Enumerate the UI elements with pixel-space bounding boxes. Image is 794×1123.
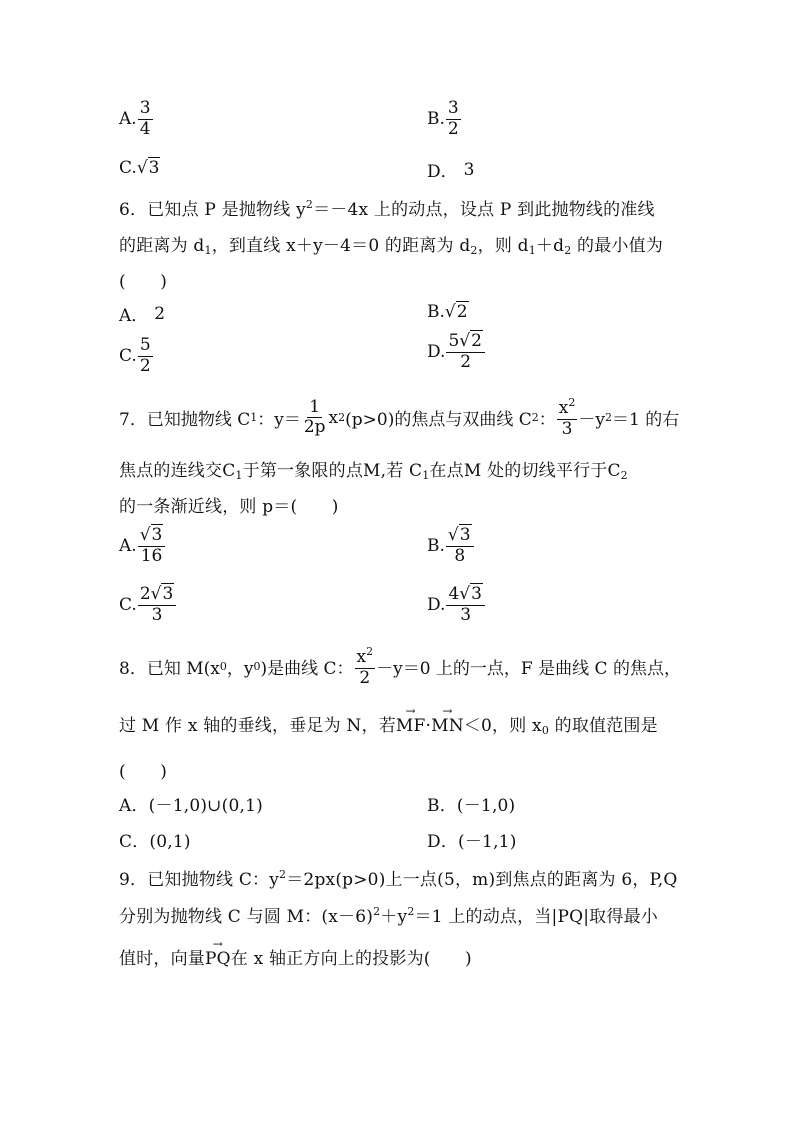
q6-line-2: 的距离为 $d_1$，到直线 x＋y－4＝0 的距离为 $d_2$，则 $d_1+d_2$ 的最小值为 [119,236,664,257]
q8-line-1: 8．已知 M(x 0 ，y 0 )是曲线 C： $\frac{x^2}{2}$ －y＝0 上的一点，F 是曲线 C 的焦点， [119,645,681,688]
option-value: 2 [154,303,166,324]
q5-option-b[interactable] [427,100,462,139]
q7-line-3: 的一条渐近线，则 p＝( ) [119,497,339,517]
q8-line-2: 过 M 作 x 轴的垂线，垂足为 N，若→ MF·→ MN＜0，则 $x_0$ 的取值范围是 [119,711,658,737]
option-label: D． [427,162,458,182]
option-label: B. [427,301,445,322]
q6-option-b[interactable]: B. √ 2 [427,301,468,322]
vector-pq: → PQ [205,949,231,969]
q7-option-a[interactable] [119,527,166,566]
option-label: D. [427,342,446,363]
fraction: $\frac{4√3}{3}$ [446,586,485,625]
q5-option-a[interactable] [119,100,154,139]
q7-option-c[interactable] [119,586,177,625]
q8-answer-blank: ( ) [119,762,168,782]
q7-option-b[interactable] [427,527,475,566]
fraction: $\frac{2√3}{3}$ [138,586,177,625]
q5-option-c[interactable]: C. √ 3 [119,157,160,178]
sqrt-icon: √ [136,157,148,178]
q6-answer-blank: ( ) [119,272,168,292]
q8-option-d[interactable]: D．(－1,1) [427,832,517,852]
q8-option-c[interactable]: C．(0,1) [119,832,191,852]
sqrt-icon: √ [150,584,162,604]
sqrt-icon: √ [444,301,456,322]
fraction: $\frac{3}{2}$ [447,98,459,139]
fraction: $\frac{√3}{8}$ [446,527,474,566]
option-label: D. [427,595,446,616]
sqrt-icon: √ [139,525,151,545]
sqrt-icon: √ [459,584,471,604]
option-value: 3 [463,159,475,180]
sqrt-icon: √ [459,331,471,351]
fraction: $\frac{x^2}{3}$ [558,396,576,439]
q9-line-3: 值时，向量→ PQ在 x 轴正方向上的投影为( ) [119,944,472,969]
q7-line-1: 7．已知抛物线 C 1 ：y＝ $\frac{1}{2p}$ x 2 (p>0)的焦点与双曲线 C 2 ： $\frac{x^2}{3}$ －y 2 ＝1 的右 [119,396,680,439]
option-label: A． [119,306,149,326]
q8-option-a[interactable]: A．(－1,0)∪(0,1) [119,796,263,816]
option-label: C. [119,157,137,178]
fraction: $\frac{x^2}{2}$ [356,645,374,688]
q9-line-2: 分别为抛物线 C 与圆 M：$(x-6)^2+y^2=1$ 上的动点，当|PQ|取得最小 [119,905,658,927]
q6-option-c[interactable] [119,337,154,376]
option-label: C. [119,595,137,616]
option-label: B. [427,109,445,130]
q5-option-d[interactable] [427,157,474,182]
sqrt-icon: √ [447,525,459,545]
vector-mn: → MN [431,716,464,736]
q6-option-a[interactable] [119,301,165,326]
option-label: A. [119,109,137,130]
option-label: B. [427,536,445,557]
fraction: $\frac{3}{4}$ [139,98,151,139]
vector-mf: → MF [396,716,426,736]
fraction: $\frac{5√2}{2}$ [446,333,485,372]
option-label: A. [119,536,137,557]
fraction: $\frac{5}{2}$ [139,335,151,376]
q7-option-d[interactable] [427,586,486,625]
q9-line-1: 9．已知抛物线 C：$y^2=2px(p>0)$上一点(5，m)到焦点的距离为 6，P,Q [119,868,678,890]
q7-line-2: 焦点的连线交$C_1$于第一象限的点M,若 $C_1$在点M 处的切线平行于$C_2$ [119,461,628,482]
option-label: C. [119,346,137,367]
fraction: $\frac{√3}{16}$ [138,527,166,566]
q6-option-d[interactable] [427,333,486,372]
q8-option-b[interactable]: B．(－1,0) [427,796,516,816]
fraction: $\frac{1}{2p}$ [303,396,326,438]
q6-line-1: 6．已知点 P 是抛物线 $y^2=-4x$ 上的动点，设点 P 到此抛物线的准线 [119,198,655,220]
